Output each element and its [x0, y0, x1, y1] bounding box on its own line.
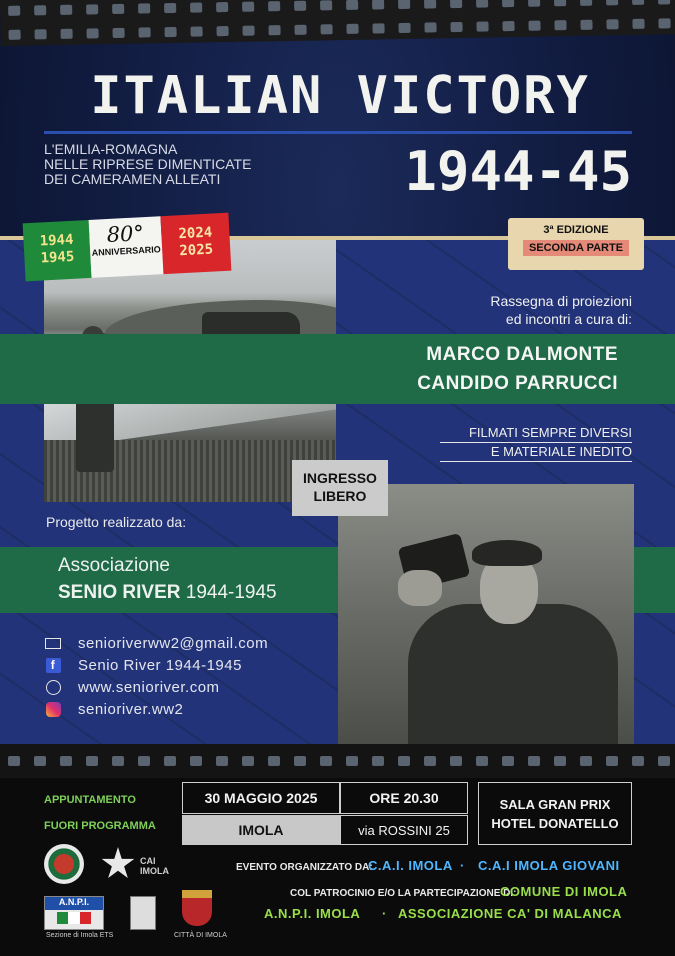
subtitle-line: NELLE RIPRESE DIMENTICATE: [44, 156, 252, 172]
film-hole: [502, 756, 514, 766]
film-hole: [138, 3, 150, 13]
flag-year: 1945: [40, 248, 75, 267]
poster-subtitle: [44, 142, 304, 187]
film-hole: [216, 2, 228, 12]
film-strip-bottom: [0, 744, 675, 778]
contact-website[interactable]: [44, 676, 324, 698]
patron-separator: ·: [382, 906, 387, 921]
film-hole: [606, 0, 618, 5]
film-hole: [554, 0, 566, 6]
film-hole: [372, 23, 384, 33]
event-time: [340, 782, 468, 814]
film-hole: [580, 756, 592, 766]
cai-logo-line: IMOLA: [140, 866, 169, 876]
film-hole: [190, 756, 202, 766]
film-hole: [606, 19, 618, 29]
contact-instagram[interactable]: [44, 698, 324, 720]
event-date: [182, 782, 340, 814]
flag-year: 1944: [39, 231, 74, 250]
photo-cameraman-body: [408, 604, 618, 746]
association-years: 1944-1945: [185, 582, 277, 603]
film-hole: [164, 756, 176, 766]
film-hole: [60, 756, 72, 766]
crest-caption: CITTÀ DI IMOLA: [174, 932, 227, 939]
photo-cameraman: [338, 484, 634, 746]
film-hole: [164, 27, 176, 37]
film-hole: [294, 756, 306, 766]
film-hole: [294, 1, 306, 11]
film-hole: [242, 756, 254, 766]
film-hole: [242, 2, 254, 12]
film-hole: [112, 4, 124, 14]
tagline-line: E MATERIALE INEDITO: [440, 443, 632, 462]
association-line: Associazione: [58, 555, 170, 576]
film-hole: [502, 21, 514, 31]
event-date-text: 30 MAGGIO 2025: [204, 790, 318, 806]
event-venue: [478, 782, 632, 845]
film-hole: [398, 0, 410, 9]
film-hole: [320, 756, 332, 766]
organizer: C.A.I. IMOLA: [368, 858, 453, 873]
contact-text: senioriver.ww2: [78, 700, 184, 718]
film-hole: [632, 19, 644, 29]
film-hole: [242, 26, 254, 36]
film-hole: [528, 21, 540, 31]
tagline-line: FILMATI SEMPRE DIVERSI: [440, 424, 632, 443]
film-hole: [190, 26, 202, 36]
edition-badge: [508, 218, 644, 270]
film-hole: [658, 0, 670, 5]
film-hole: [268, 25, 280, 35]
instagram-icon: [44, 701, 62, 717]
film-hole: [216, 26, 228, 36]
flag-red: [160, 213, 231, 274]
association-name-bold: SENIO RIVER: [58, 582, 181, 603]
film-hole: [424, 756, 436, 766]
intro-line: ed incontri a cura di:: [505, 311, 632, 327]
film-hole: [554, 756, 566, 766]
film-hole: [554, 20, 566, 30]
film-hole: [320, 24, 332, 34]
film-hole: [580, 0, 592, 6]
film-hole: [164, 3, 176, 13]
film-hole: [632, 756, 644, 766]
film-hole: [268, 756, 280, 766]
event-address: [340, 815, 468, 845]
anniversary-flag-badge: [23, 213, 232, 282]
edition-label: 3ª EDIZIONE: [543, 224, 609, 236]
organizer: C.A.I IMOLA GIOVANI: [478, 858, 620, 873]
film-hole: [424, 0, 436, 9]
film-hole: [268, 1, 280, 11]
film-hole: [658, 18, 670, 28]
patron: A.N.P.I. IMOLA: [264, 906, 361, 921]
film-holes: [1, 18, 675, 40]
film-hole: [9, 30, 21, 40]
event-address-text: via ROSSINI 25: [358, 822, 450, 838]
imola-crest-logo: [182, 890, 212, 926]
film-hole: [502, 0, 514, 7]
film-hole: [346, 24, 358, 34]
venue-line: SALA GRAN PRIX: [499, 796, 611, 812]
subtitle-line: DEI CAMERAMEN ALLEATI: [44, 171, 221, 187]
patron: ASSOCIAZIONE CA' DI MALANCA: [398, 906, 622, 921]
film-hole: [372, 756, 384, 766]
project-label: Progetto realizzato da:: [46, 514, 187, 530]
contact-email[interactable]: [44, 632, 324, 654]
film-hole: [216, 756, 228, 766]
cai-star-logo: [98, 844, 138, 884]
anniversary-label: ANNIVERSARIO: [91, 244, 161, 258]
appointment-label: APPUNTAMENTO: [44, 794, 136, 806]
curators: [360, 340, 618, 398]
facebook-icon: f: [44, 657, 62, 673]
film-hole: [60, 5, 72, 15]
film-hole: [632, 0, 644, 5]
association-name: [58, 552, 338, 606]
film-hole: [450, 22, 462, 32]
film-hole: [139, 27, 151, 37]
film-hole: [450, 0, 462, 8]
film-hole: [606, 756, 618, 766]
film-hole: [346, 756, 358, 766]
flag-year: 2025: [179, 241, 214, 260]
intro-text: [400, 292, 632, 328]
intro-line: Rassegna di proiezioni: [490, 293, 632, 309]
contacts-list: [44, 632, 324, 720]
film-hole: [35, 29, 47, 39]
anniversary-number: 80°: [106, 221, 145, 248]
film-hole: [450, 756, 462, 766]
flag-year: 2024: [178, 224, 213, 243]
film-hole: [320, 0, 332, 10]
title-divider: [44, 131, 632, 134]
globe-icon: [44, 679, 62, 695]
contact-facebook[interactable]: [44, 654, 324, 676]
film-hole: [138, 756, 150, 766]
film-hole: [476, 21, 488, 31]
photo-hand: [398, 570, 442, 606]
anpi-logo: [44, 896, 104, 930]
film-hole: [87, 28, 99, 38]
cai-logo-line: CAI: [140, 856, 156, 866]
film-hole: [34, 5, 46, 15]
film-hole: [86, 4, 98, 14]
event-city-text: IMOLA: [238, 822, 284, 838]
flag-left-years: [23, 220, 91, 268]
film-strip-top: [0, 0, 675, 46]
film-hole: [398, 23, 410, 33]
film-hole: [34, 756, 46, 766]
event-city: [182, 815, 340, 845]
film-hole: [580, 20, 592, 30]
film-hole: [528, 0, 540, 7]
mail-icon: [44, 635, 62, 651]
organizer-separator: ·: [460, 858, 465, 873]
film-hole: [424, 22, 436, 32]
contact-text: senioriverww2@gmail.com: [78, 634, 269, 652]
anpi-logo-text: A.N.P.I.: [45, 897, 103, 910]
tagline: [440, 424, 632, 462]
photo-beret: [472, 540, 542, 566]
flag-white: [89, 216, 164, 278]
film-hole: [190, 2, 202, 12]
film-hole: [372, 0, 384, 10]
edition-part: SECONDA PARTE: [523, 240, 629, 256]
entry-line: INGRESSO: [303, 470, 377, 486]
contact-text: Senio River 1944-1945: [78, 656, 242, 674]
venue-line: HOTEL DONATELLO: [491, 815, 619, 831]
film-hole: [61, 29, 73, 39]
malanca-logo: [130, 896, 156, 930]
film-hole: [86, 756, 98, 766]
patronage-label: COL PATROCINIO E/O LA PARTECIPAZIONE DI:: [290, 888, 517, 899]
flag-right-years: [160, 213, 230, 261]
film-hole: [398, 756, 410, 766]
contact-text: www.senioriver.com: [78, 678, 220, 696]
film-holes: [0, 0, 675, 16]
film-hole: [528, 756, 540, 766]
club-round-logo: [44, 844, 84, 884]
subtitle-line: L'EMILIA-ROMAGNA: [44, 141, 178, 157]
cai-logo-text: [140, 856, 169, 876]
entry-line: LIBERO: [313, 488, 367, 504]
film-hole: [346, 0, 358, 10]
patron: COMUNE DI IMOLA: [500, 884, 628, 899]
film-hole: [8, 6, 20, 16]
film-hole: [658, 756, 670, 766]
off-program-label: FUORI PROGRAMMA: [44, 820, 156, 832]
flag-green: [23, 220, 92, 281]
free-entry-badge: [292, 460, 388, 516]
anpi-logo-caption: Sezione di Imola ETS: [46, 932, 114, 939]
film-holes: [0, 756, 675, 766]
film-hole: [476, 0, 488, 8]
poster-title: ITALIAN VICTORY: [90, 66, 590, 126]
curator-name: MARCO DALMONTE: [426, 344, 618, 365]
film-hole: [112, 756, 124, 766]
event-time-text: ORE 20.30: [369, 790, 439, 806]
film-hole: [8, 756, 20, 766]
curator-name: CANDIDO PARRUCCI: [417, 373, 618, 394]
poster-years: 1944-45: [404, 140, 632, 203]
organized-by-label: EVENTO ORGANIZZATO DA:: [236, 862, 373, 873]
film-hole: [113, 28, 125, 38]
film-hole: [476, 756, 488, 766]
film-hole: [294, 25, 306, 35]
